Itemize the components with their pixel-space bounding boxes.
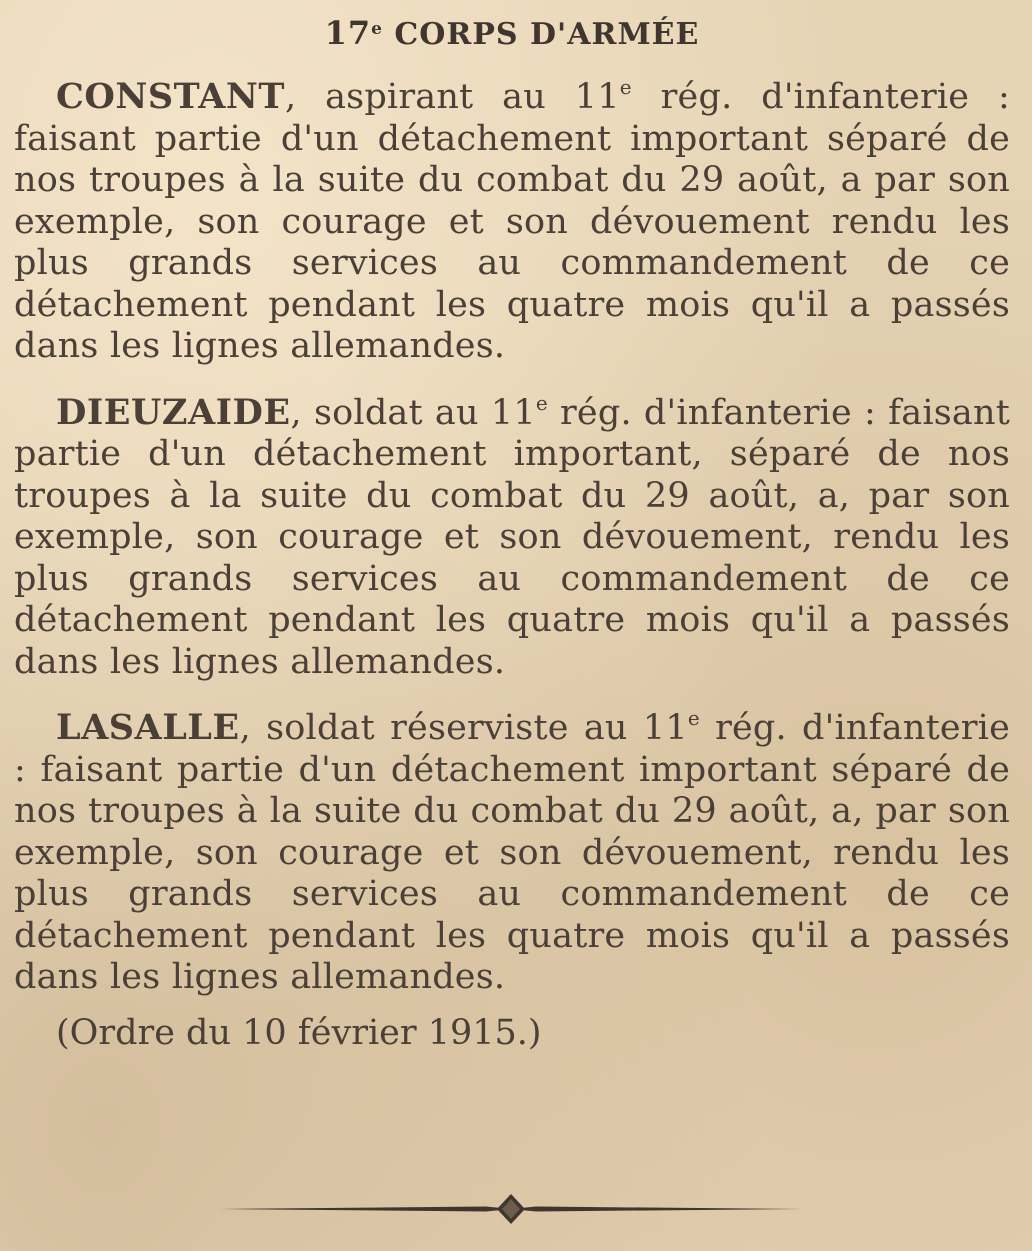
- corps-ordinal: e: [371, 19, 383, 39]
- citation-rank: , soldat réserviste au 11: [239, 708, 688, 748]
- citation-ordinal: e: [687, 706, 700, 730]
- citation-name: DIEUZAIDE: [56, 391, 291, 433]
- citation-paragraph: [14, 707, 1010, 999]
- citation-text: rég. d'infanterie : faisant partie d'un détachement important séparé de nos troupes à la suite du combat du 29 août, a par son exemple, son courage et son dévouement rendu les plus grands services au commandement de ce détachement pendant les quatre mois qu'il a passés dans les lignes allemandes.: [14, 77, 1011, 366]
- corps-title: CORPS D'ARMÉE: [394, 17, 700, 52]
- section-heading: [14, 14, 1010, 52]
- citation-name: CONSTANT: [56, 76, 285, 117]
- diamond-rule-ornament-icon: [216, 1190, 806, 1228]
- citation-rank: , soldat au 11: [290, 392, 536, 433]
- citation-ordinal: e: [619, 75, 632, 99]
- citation-text: rég. d'infanterie : faisant partie d'un détachement important séparé de nos troupes à la suite du combat du 29 août, a, par son exemple, son courage et son dévouement, rendu les plus grands services au commandement de ce détachement pendant les quatre mois qu'il a passés dans les lignes allemandes.: [14, 708, 1010, 997]
- corps-number: 17: [324, 14, 372, 52]
- citation-ordinal: e: [535, 390, 548, 415]
- order-note: (Ordre du 10 février 1915.): [56, 1012, 542, 1053]
- citation-rank: , aspirant au 11: [284, 77, 620, 117]
- citation-paragraph: [14, 392, 1010, 684]
- citation-text: rég. d'infanterie : faisant partie d'un détachement important, séparé de nos troupes à la suite du combat du 29 août, a, par son exemple, son courage et son dévouement, rendu les plus grands services au commandement de ce détachement pendant les quatre mois qu'il a passés dans les lignes allemandes.: [14, 392, 1011, 682]
- citation-paragraph: [14, 76, 1010, 368]
- citation-name: LASALLE: [56, 707, 240, 748]
